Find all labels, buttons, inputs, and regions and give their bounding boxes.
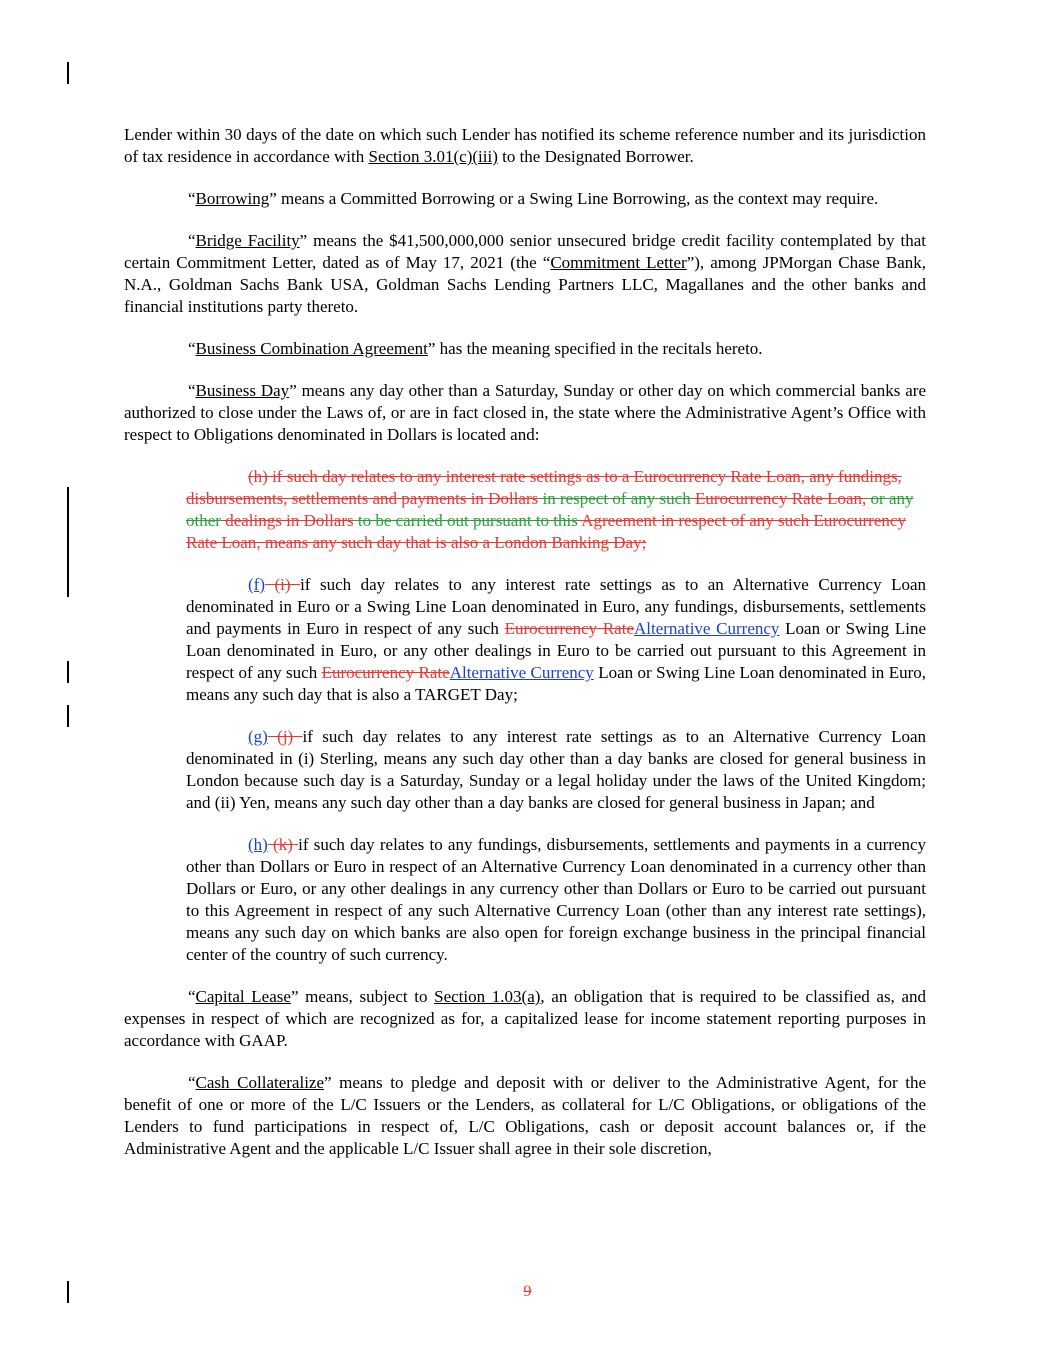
definition-borrowing: “Borrowing” means a Committed Borrowing or a Swing Line Borrowing, as the context may require. xyxy=(188,189,879,208)
defined-term: Business Day xyxy=(195,381,290,400)
definition-capital-lease: “Capital Lease” means, subject to Section 1.03(a), an obligation that is required to be classified as, and expenses in respect of which are recognized as for, a capitalized lease for income statement reporting purposes in accordance with GAAP. xyxy=(124,987,927,1050)
defined-term: Cash Collateralize xyxy=(195,1073,325,1092)
definition-business-combination-agreement: “Business Combination Agreement” has the meaning specified in the recitals hereto. xyxy=(188,339,763,358)
deleted-label: (k) xyxy=(267,835,299,854)
page-number: 9 xyxy=(523,1283,532,1300)
change-bar xyxy=(67,661,69,683)
clause-h-deleted: (h) if such day relates to any interest rate settings as to a Eurocurrency Rate Loan, any fundings, disbursements, settlements and payments in Dollars in respect of any such Eurocurrency Rate Loan, or any other dealings in Dollars to be carried out pursuant to this Agreement in respect of any such Eurocurrency Rate Loan, means any such day that is also a London Banking Day; xyxy=(186,467,914,552)
deleted-label: (i) xyxy=(264,575,301,594)
clause-f: (f) (i) if such day relates to any interest rate settings as to an Alternative Currency Loan denominated in Euro or a Swing Line Loan denominated in Euro, any fundings, disbursements, settlements and payments in Euro in respect of any such Eurocurrency RateAlternative Currency Loan or Swing Line Loan denominated in Euro, or any other dealings in Euro to be carried out pursuant to this Agreement in respect of any such Eurocurrency RateAlternative Currency Loan or Swing Line Loan denominated in Euro, means any such day that is also a TARGET Day; xyxy=(186,575,927,704)
definition-bridge-facility: “Bridge Facility” means the $41,500,000,000 senior unsecured bridge credit facility contemplated by that certain Commitment Letter, dated as of May 17, 2021 (the “Commitment Letter”), among JPMorgan Chase Bank, N.A., Goldman Sachs Bank USA, Goldman Sachs Lending Partners LLC, Magallanes and the other banks and financial institutions party thereto. xyxy=(124,231,926,316)
defined-term: Business Combination Agreement xyxy=(195,339,428,358)
definition-business-day: “Business Day” means any day other than a Saturday, Sunday or other day on which commercial banks are authorized to close under the Laws of, or are in fact closed in, the state where the Administrative Agent’s Office with respect to Obligations denominated in Dollars is located and: xyxy=(124,381,927,444)
document-body xyxy=(124,124,926,1180)
change-bar xyxy=(67,62,69,84)
clause-h: (h) (k) if such day relates to any fundings, disbursements, settlements and payments in a currency other than Dollars or Euro in respect of an Alternative Currency Loan denominated in a currency other than Dollars or Euro, or any other dealings in any currency other than Dollars or Euro to be carried out pursuant to this Agreement in respect of any such Alternative Currency Loan (other than any interest rate settings), means any such day on which banks are also open for foreign exchange business in the principal financial center of the country of such currency. xyxy=(186,835,926,964)
paragraph-lender-continuation: Lender within 30 days of the date on which such Lender has notified its scheme reference number and its jurisdiction of tax residence in accordance with Section 3.01(c)(iii) to the Designated Borrower. xyxy=(124,125,926,166)
defined-term: Capital Lease xyxy=(195,987,291,1006)
section-reference: Section 3.01(c)(iii) xyxy=(368,147,498,166)
defined-term: Commitment Letter xyxy=(550,253,687,272)
inserted-label: (g) xyxy=(248,727,268,746)
change-bar xyxy=(67,487,69,597)
inserted-label: (f) xyxy=(248,575,265,594)
inserted-label: (h) xyxy=(248,835,268,854)
defined-term: Bridge Facility xyxy=(195,231,300,250)
defined-term: Borrowing xyxy=(195,189,270,208)
change-bar xyxy=(67,705,69,727)
deleted-label: (j) xyxy=(267,727,303,746)
clause-g: (g) (j) if such day relates to any interest rate settings as to an Alternative Currency Loan denominated in (i) Sterling, means any such day other than a day banks are closed for general business in London because such day is a Saturday, Sunday or a legal holiday under the laws of the United Kingdom; and (ii) Yen, means any such day other than a day banks are closed for general business in Japan; and xyxy=(186,727,926,812)
definition-cash-collateralize: “Cash Collateralize” means to pledge and deposit with or deliver to the Administrative Agent, for the benefit of one or more of the L/C Issuers or the Lenders, as collateral for L/C Obligations, or obligations of the Lenders to fund participations in respect of, L/C Obligations, cash or deposit account balances or, if the Administrative Agent and the applicable L/C Issuer shall agree in their sole discretion, xyxy=(124,1073,926,1158)
section-reference: Section 1.03(a) xyxy=(434,987,541,1006)
